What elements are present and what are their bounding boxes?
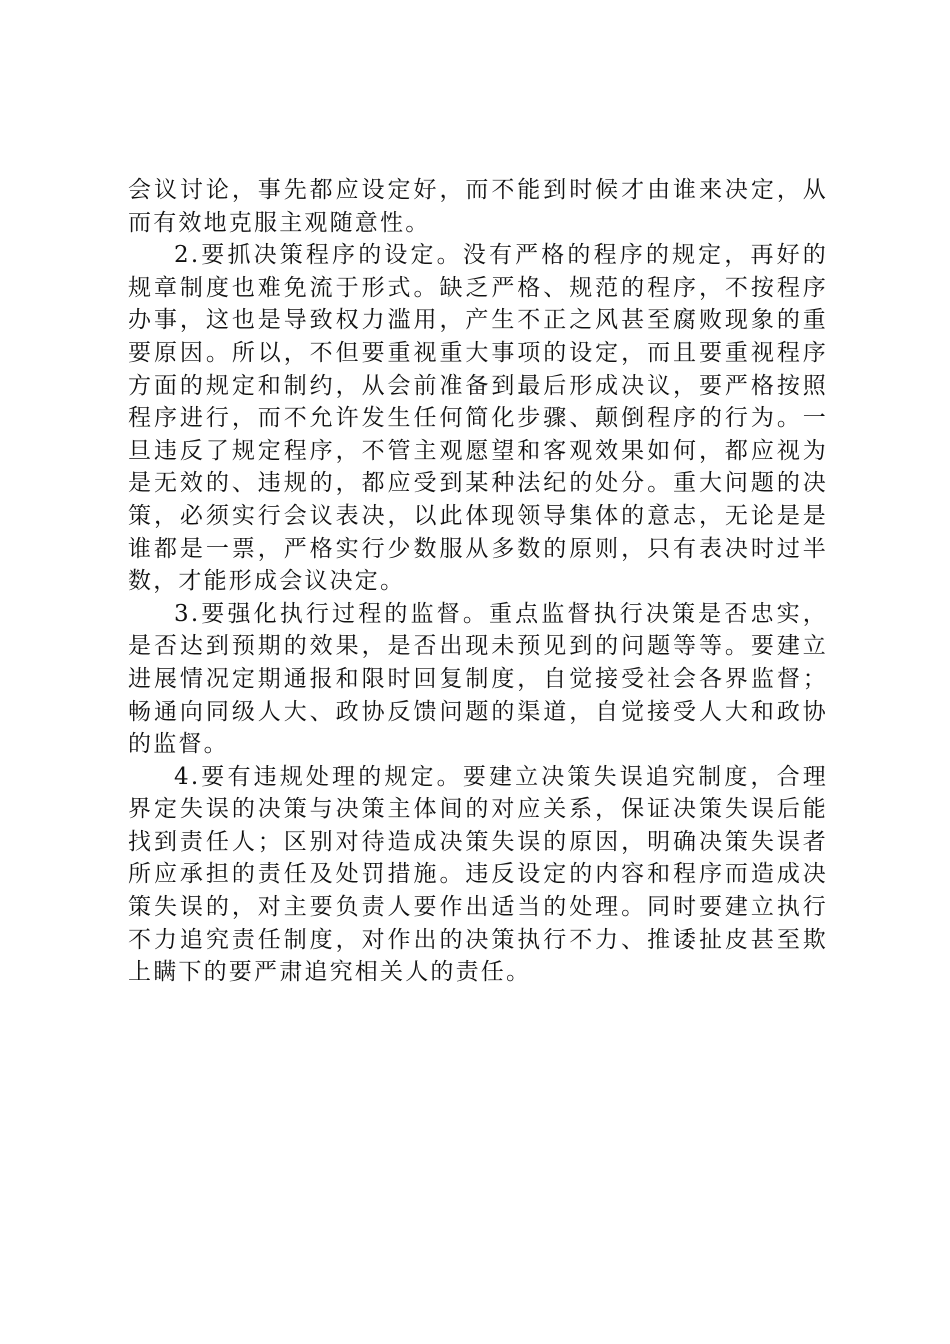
paragraph-execution-supervision: 3.要强化执行过程的监督。重点监督执行决策是否忠实，是否达到预期的效果，是否出现未预见到的问题等等。要建立进展情况定期通报和限时回复制度，自觉接受社会各界监督；畅通向同级人大、政协反馈问题的渠道，自觉接受人大和政协的监督。	[128, 600, 828, 758]
paragraph-violation-handling: 4.要有违规处理的规定。要建立决策失误追究制度，合理界定失误的决策与决策主体间的对应关系，保证决策失误后能找到责任人；区别对待造成决策失误的原因，明确决策失误者所应承担的责任及处罚措施。违反设定的内容和程序而造成决策失误的，对主要负责人要作出适当的处理。同时要建立执行不力追究责任制度，对作出的决策执行不力、推诿扯皮甚至欺上瞒下的要严肃追究相关人的责任。	[128, 763, 828, 986]
document-body	[128, 174, 828, 989]
paragraph-decision-procedure: 2.要抓决策程序的设定。没有严格的程序的规定，再好的规章制度也难免流于形式。缺乏严格、规范的程序，不按程序办事，这也是导致权力滥用，产生不正之风甚至腐败现象的重要原因。所以，不但要重视重大事项的设定，而且要重视程序方面的规定和制约，从会前准备到最后形成决议，要严格按照程序进行，而不允许发生任何简化步骤、颠倒程序的行为。一旦违反了规定程序，不管主观愿望和客观效果如何，都应视为是无效的、违规的，都应受到某种法纪的处分。重大问题的决策，必须实行会议表决，以此体现领导集体的意志，无论是是谁都是一票，严格实行少数服从多数的原则，只有表决时过半数，才能形成会议决定。	[128, 242, 828, 595]
paragraph-continuation: 会议讨论，事先都应设定好，而不能到时候才由谁来决定，从而有效地克服主观随意性。	[128, 177, 828, 236]
